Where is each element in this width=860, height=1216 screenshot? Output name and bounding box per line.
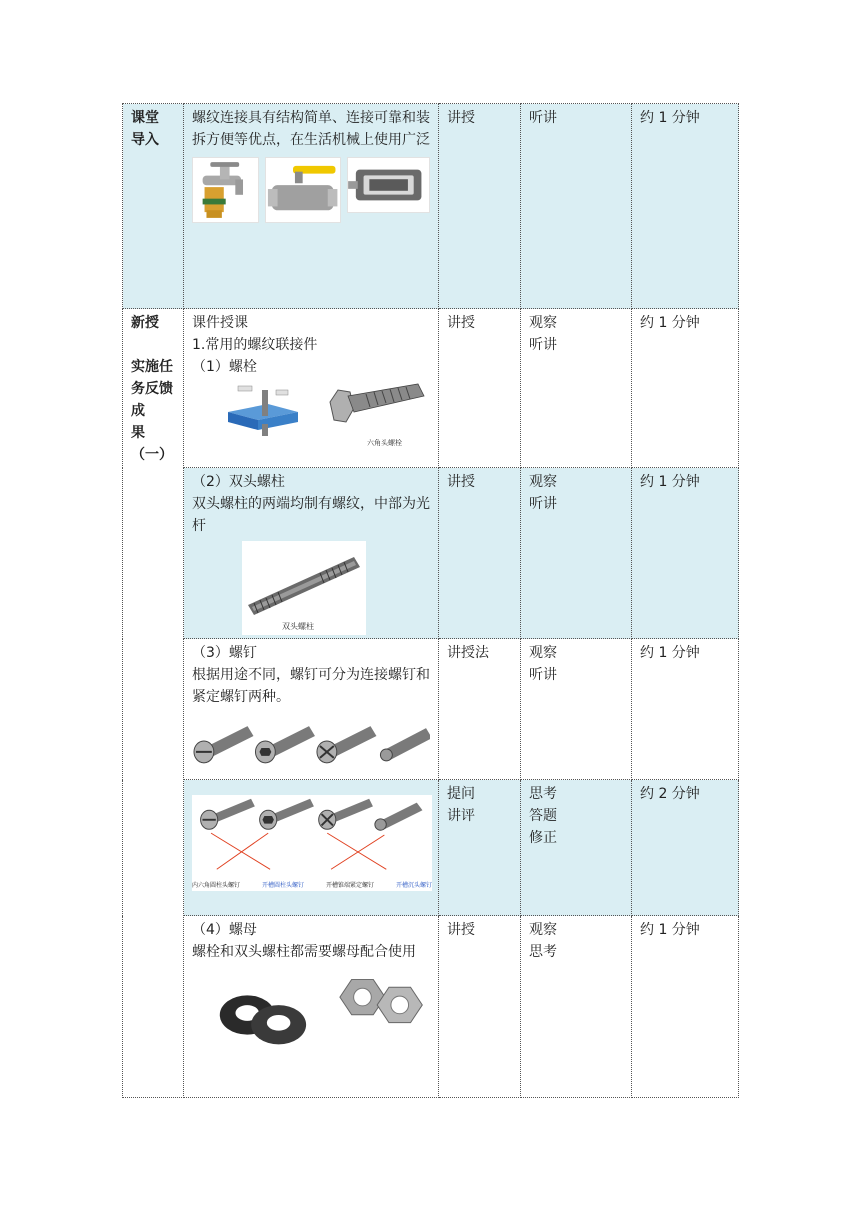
method-text: 讲授	[447, 110, 475, 126]
stage-cell	[123, 104, 184, 309]
activity-text: 听讲	[529, 496, 557, 512]
content-text: 螺纹连接具有结构简单、连接可靠和装拆方便等优点，在生活机械上使用广泛	[192, 110, 430, 148]
stud-caption: 双头螺柱	[282, 622, 314, 631]
time-text: 约 1 分钟	[640, 315, 700, 331]
content-text: 螺栓和双头螺柱都需要螺母配合使用	[192, 944, 416, 960]
time-cell	[632, 104, 739, 309]
activity-text: 答题	[529, 808, 557, 824]
activity-text: 观察	[529, 474, 557, 490]
activity-text: 思考	[529, 944, 557, 960]
round-nuts-photo	[208, 967, 320, 1057]
screw-label: 内六角圆柱头螺钉	[192, 882, 241, 889]
table-row	[123, 780, 739, 916]
method-text: 讲授法	[447, 645, 489, 661]
activity-text: 观察	[529, 645, 557, 661]
activity-text: 思考	[529, 786, 557, 802]
method-cell	[439, 916, 521, 1098]
activity-cell	[521, 916, 632, 1098]
content-text: （1）螺栓	[192, 359, 257, 375]
method-text: 讲评	[447, 808, 475, 824]
content-cell	[184, 639, 439, 780]
content-text: 根据用途不同，螺钉可分为连接螺钉和紧定螺钉两种。	[192, 667, 430, 705]
activity-text: 听讲	[529, 667, 557, 683]
method-cell	[439, 468, 521, 639]
faucet-photo	[192, 157, 259, 223]
content-cell	[184, 916, 439, 1098]
screw-matching-diagram	[192, 795, 432, 891]
bolt-assembly-diagram	[218, 382, 306, 442]
method-text: 讲授	[447, 315, 475, 331]
time-text: 约 1 分钟	[640, 474, 700, 490]
content-cell	[184, 468, 439, 639]
content-text: （4）螺母	[192, 922, 257, 938]
activity-text: 观察	[529, 922, 557, 938]
content-text: 1.常用的螺纹联接件	[192, 337, 318, 353]
time-cell	[632, 468, 739, 639]
method-cell	[439, 780, 521, 916]
lesson-plan-table	[122, 103, 739, 1098]
table-row	[123, 104, 739, 309]
activity-cell	[521, 780, 632, 916]
ball-valve-photo	[265, 157, 340, 223]
screw-label: 开槽锥端紧定螺钉	[325, 882, 374, 889]
time-cell	[632, 780, 739, 916]
table-row	[123, 916, 739, 1098]
content-cell	[184, 104, 439, 309]
method-text: 提问	[447, 786, 475, 802]
screw-labels	[192, 875, 432, 891]
time-cell	[632, 639, 739, 780]
hex-bolt-caption: 六角头螺栓	[367, 439, 402, 447]
time-text: 约 1 分钟	[640, 922, 700, 938]
stage-label-sub: 实施任务反馈成果 （一）	[131, 359, 173, 463]
stage-label: 新授	[131, 315, 159, 331]
content-text: （2）双头螺柱	[192, 474, 285, 490]
time-text: 约 1 分钟	[640, 110, 700, 126]
screw-label: 开槽圆柱头螺钉	[261, 882, 304, 889]
bike-pedal-photo	[347, 157, 430, 213]
hex-bolt-photo	[326, 382, 426, 432]
method-text: 讲授	[447, 922, 475, 938]
table-row	[123, 468, 739, 639]
activity-cell	[521, 309, 632, 468]
time-text: 约 2 分钟	[640, 786, 700, 802]
time-cell	[632, 916, 739, 1098]
screws-photo	[192, 718, 430, 766]
method-cell	[439, 104, 521, 309]
hex-nuts-photo	[334, 967, 430, 1037]
content-cell	[184, 309, 439, 468]
method-cell	[439, 309, 521, 468]
activity-text: 观察	[529, 315, 557, 331]
method-text: 讲授	[447, 474, 475, 490]
stage-cell	[123, 309, 184, 1098]
table-row	[123, 639, 739, 780]
content-text: 课件授课	[192, 315, 248, 331]
activity-text: 修正	[529, 830, 557, 846]
activity-text: 听讲	[529, 337, 557, 353]
activity-cell	[521, 468, 632, 639]
content-text: 双头螺柱的两端均制有螺纹，中部为光杆	[192, 496, 430, 534]
time-cell	[632, 309, 739, 468]
activity-cell	[521, 104, 632, 309]
content-text: （3）螺钉	[192, 645, 257, 661]
method-cell	[439, 639, 521, 780]
stud-photo	[242, 541, 366, 635]
activity-cell	[521, 639, 632, 780]
screw-label: 开槽沉头螺钉	[395, 882, 432, 889]
activity-text: 听讲	[529, 110, 557, 126]
table-row	[123, 309, 739, 468]
content-cell	[184, 780, 439, 916]
time-text: 约 1 分钟	[640, 645, 700, 661]
stage-label: 课堂导入	[131, 110, 159, 148]
